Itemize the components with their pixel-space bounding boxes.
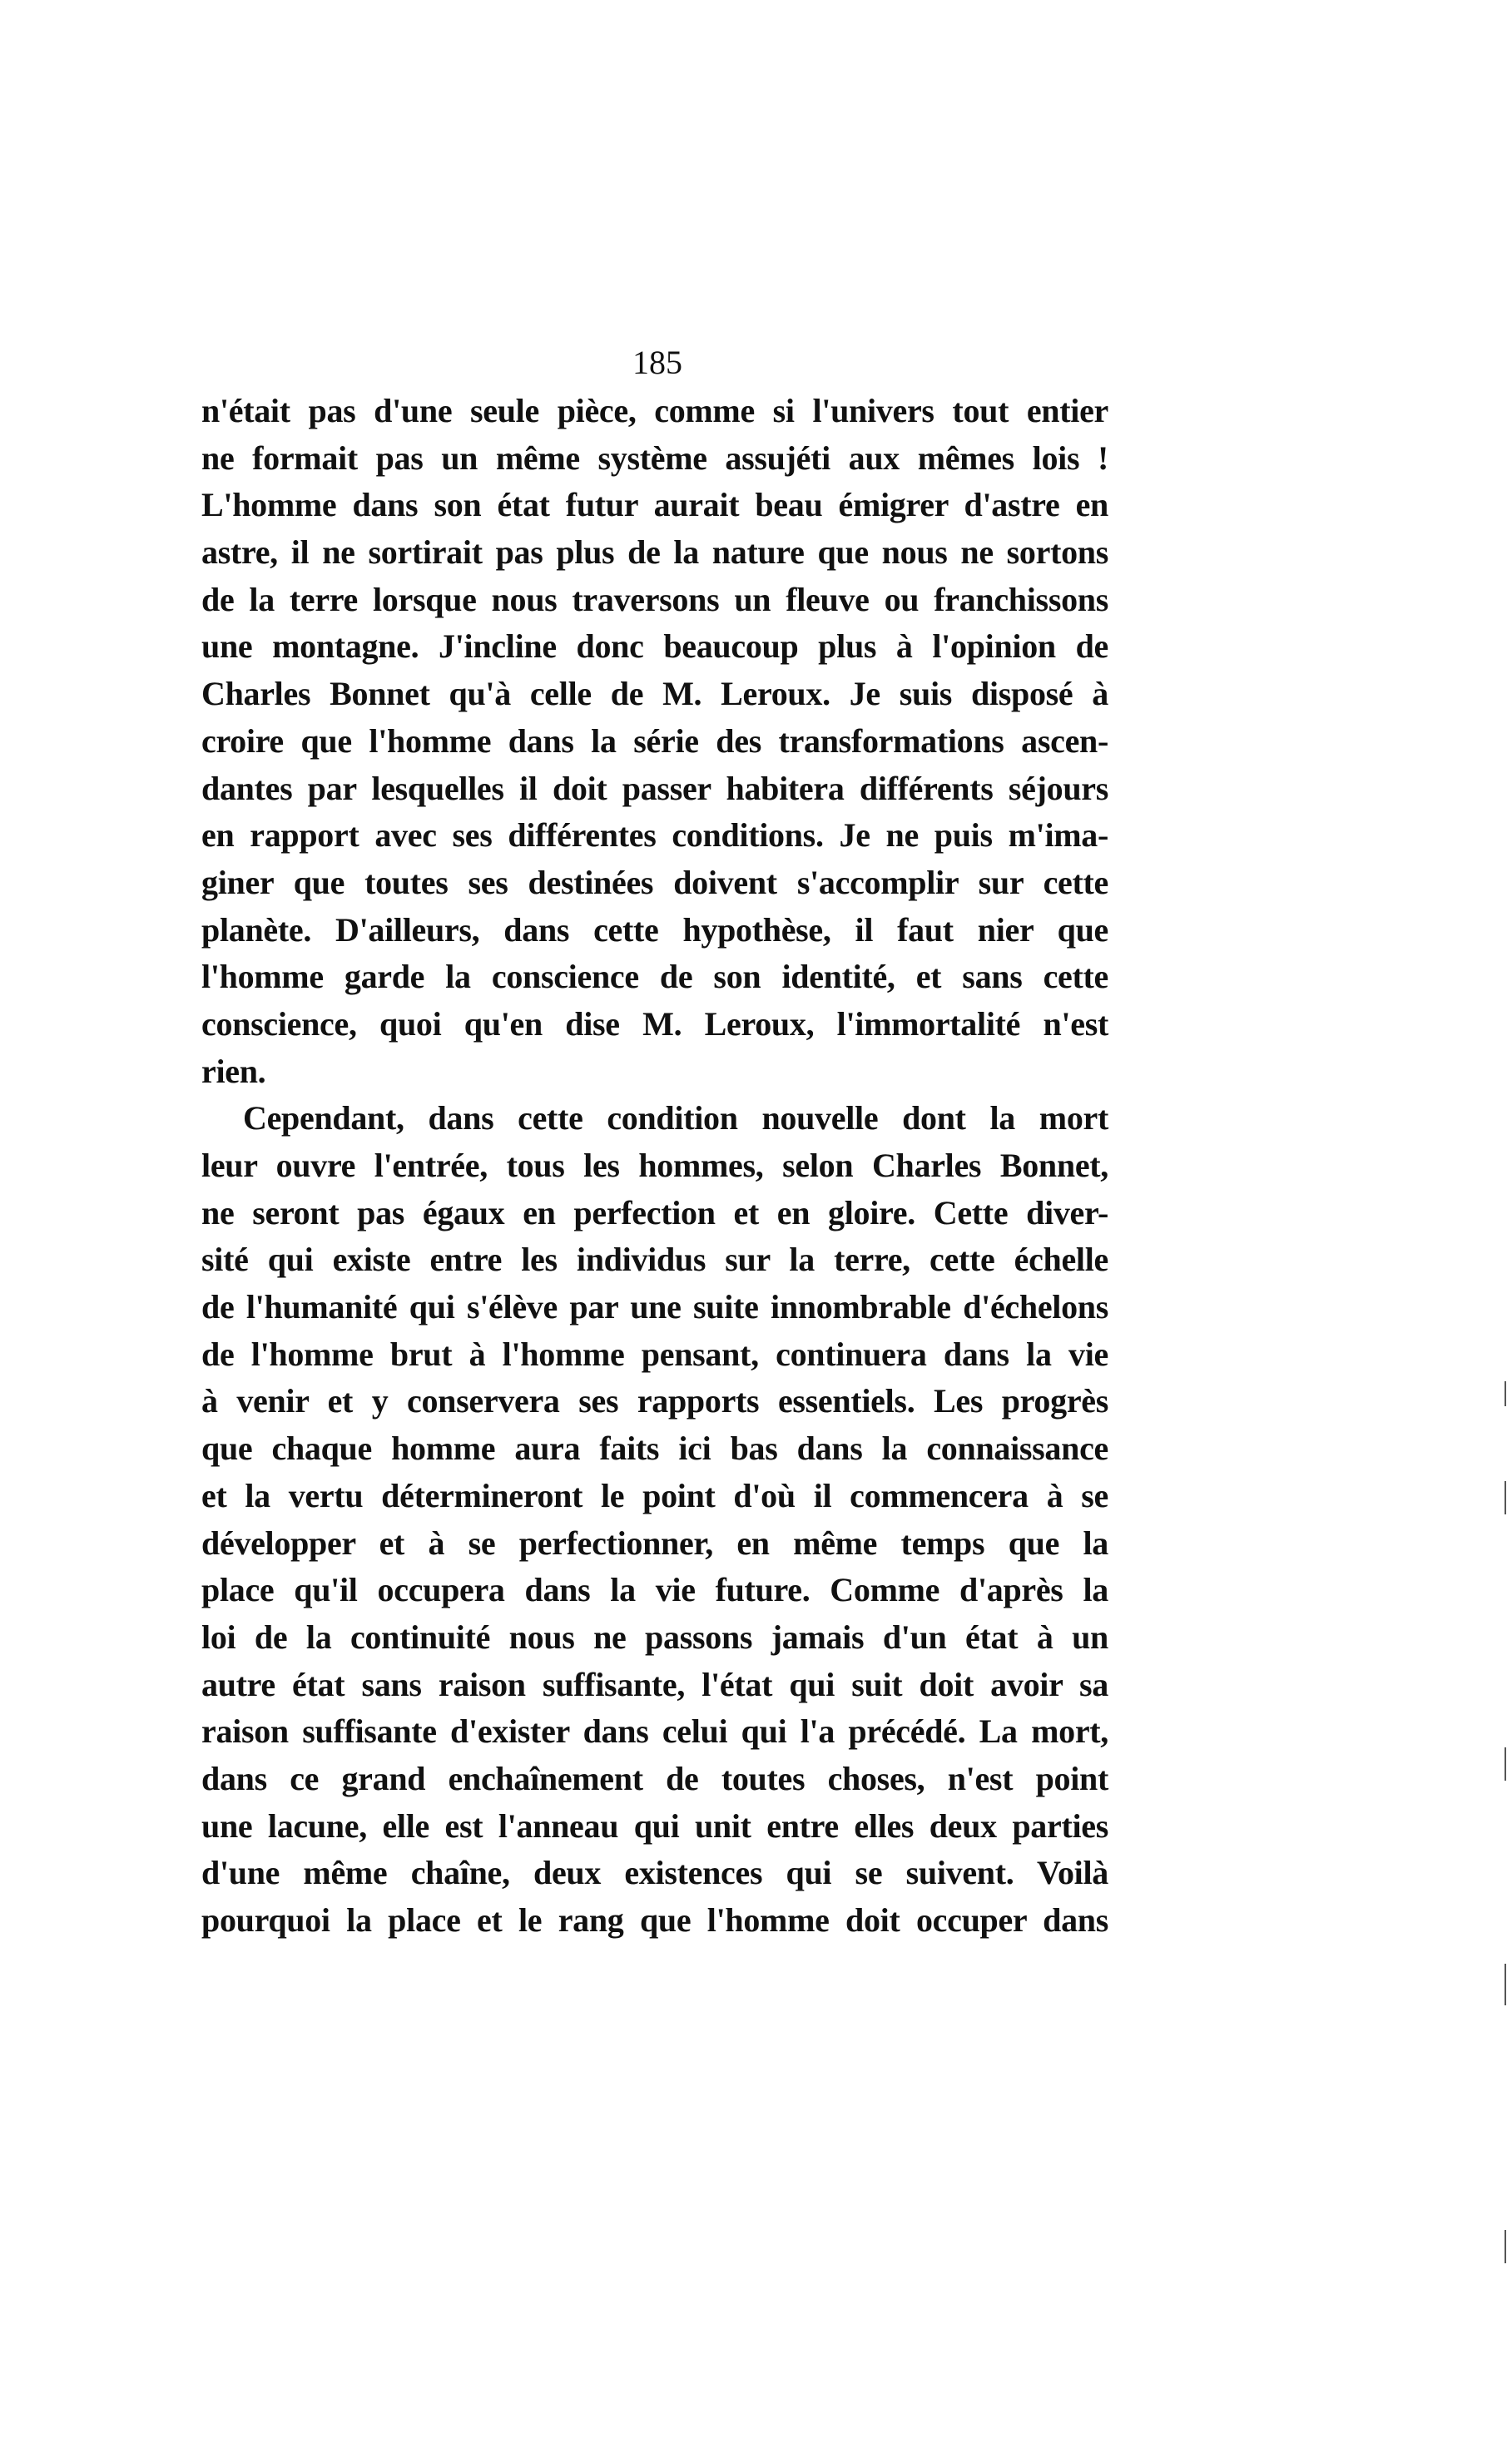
text-line: conscience, quoi qu'en dise M. Leroux, l'immortalité n'est	[201, 1004, 1108, 1043]
text-line: d'une même chaîne, deux existences qui se suivent. Voilà	[201, 1854, 1108, 1892]
text-line: pourquoi la place et le rang que l'homme doit occuper dans	[201, 1901, 1108, 1939]
text-line: Charles Bonnet qu'à celle de M. Leroux. Je suis disposé à	[201, 675, 1108, 713]
text-line: que chaque homme aura faits ici bas dans la connaissance	[201, 1430, 1108, 1468]
text-line: n'était pas d'une seule pièce, comme si l'univers tout entier	[201, 392, 1108, 429]
scan-edge-mark	[1505, 1964, 1506, 2005]
text-line: en rapport avec ses différentes conditions. Je ne puis m'ima-	[201, 816, 1108, 855]
text-line: giner que toutes ses destinées doivent s'accomplir sur cette	[201, 863, 1108, 901]
scan-edge-mark	[1505, 1481, 1506, 1514]
text-line: et la vertu détermineront le point d'où il commencera à se	[201, 1476, 1108, 1514]
text-line: astre, il ne sortirait pas plus de la nature que nous ne sortons	[201, 533, 1108, 572]
text-line: de la terre lorsque nous traversons un fleuve ou franchissons	[201, 580, 1108, 618]
text-line: dantes par lesquelles il doit passer habitera différents séjours	[201, 769, 1108, 807]
text-line: de l'homme brut à l'homme pensant, continuera dans la vie	[201, 1335, 1108, 1373]
text-line: L'homme dans son état futur aurait beau émigrer d'astre en	[201, 486, 1108, 524]
text-line: de l'humanité qui s'élève par une suite innombrable d'échelons	[201, 1288, 1108, 1326]
text-line: ne seront pas égaux en perfection et en gloire. Cette diver-	[201, 1193, 1108, 1231]
scan-edge-mark	[1505, 1381, 1506, 1406]
text-line: une montagne. J'incline donc beaucoup plus à l'opinion de	[201, 627, 1108, 666]
text-line: ne formait pas un même système assujéti aux mêmes lois !	[201, 439, 1108, 477]
text-line: leur ouvre l'entrée, tous les hommes, selon Charles Bonnet,	[201, 1147, 1108, 1184]
text-line: planète. D'ailleurs, dans cette hypothèse, il faut nier que	[201, 910, 1108, 949]
text-line: autre état sans raison suffisante, l'état qui suit doit avoir sa	[201, 1665, 1108, 1703]
text-line: Cependant, dans cette condition nouvelle dont la mort	[243, 1099, 1108, 1137]
text-line: loi de la continuité nous ne passons jamais d'un état à un	[201, 1618, 1108, 1656]
page-number: 185	[632, 344, 682, 381]
scan-edge-mark	[1505, 1747, 1506, 1781]
text-line: raison suffisante d'exister dans celui qui l'a précédé. La mort,	[201, 1712, 1108, 1751]
text-line: sité qui existe entre les individus sur la terre, cette échelle	[201, 1241, 1108, 1279]
text-line: croire que l'homme dans la série des transformations ascen-	[201, 721, 1108, 760]
text-line: l'homme garde la conscience de son identité, et sans cette	[201, 958, 1108, 996]
scan-edge-mark	[1505, 2230, 1506, 2263]
body-text	[201, 388, 1108, 1945]
text-line: une lacune, elle est l'anneau qui unit entre elles deux parties	[201, 1806, 1108, 1845]
text-line: développer et à se perfectionner, en même temps que la	[201, 1524, 1108, 1562]
text-line: rien.	[201, 1052, 266, 1090]
text-line: dans ce grand enchaînement de toutes choses, n'est point	[201, 1759, 1108, 1797]
text-line: place qu'il occupera dans la vie future. Comme d'après la	[201, 1571, 1108, 1609]
text-line: à venir et y conservera ses rapports essentiels. Les progrès	[201, 1382, 1108, 1420]
